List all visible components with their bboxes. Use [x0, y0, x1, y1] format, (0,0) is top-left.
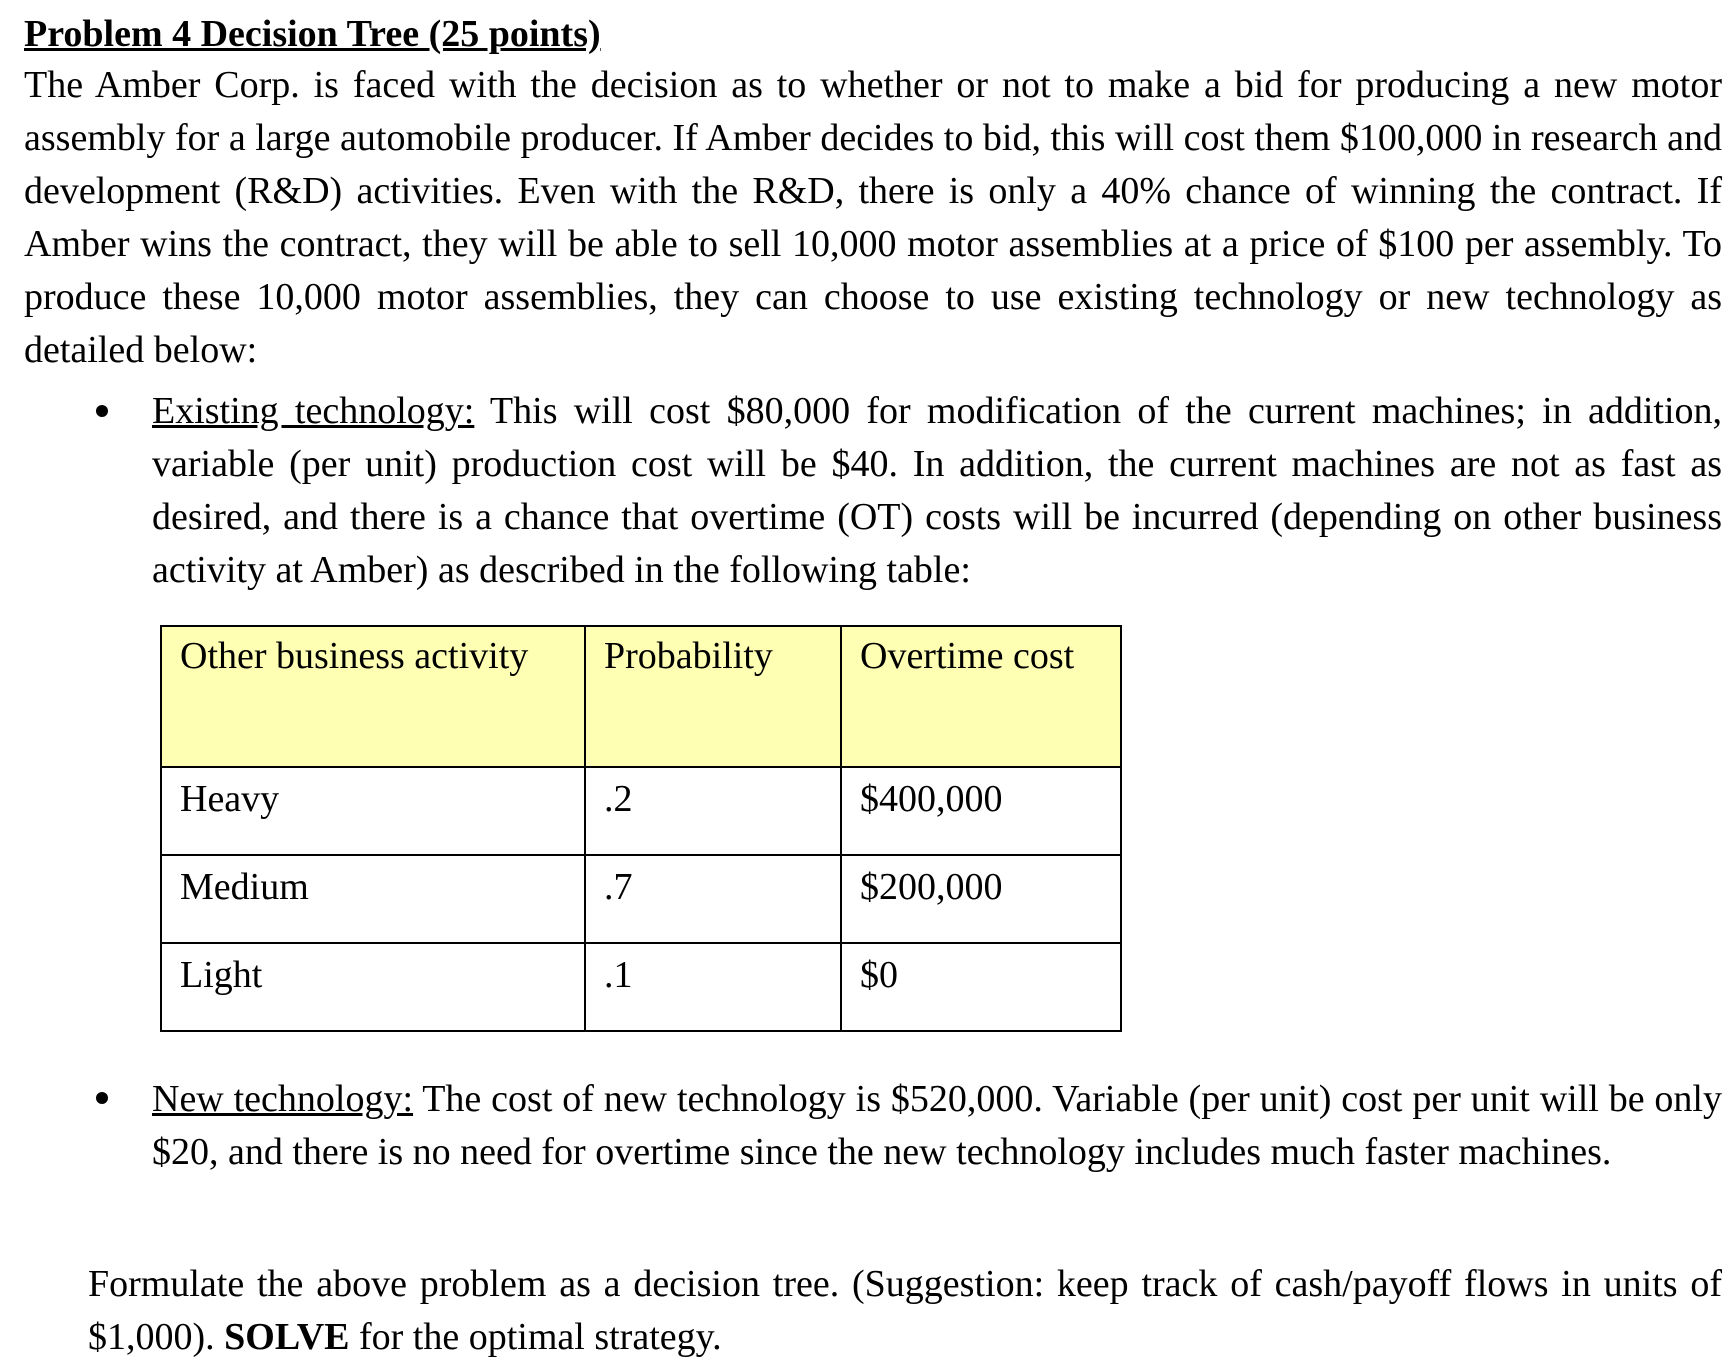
table-cell: .1: [585, 943, 841, 1031]
instruction-emphasis: SOLVE: [224, 1316, 350, 1358]
table-cell: Heavy: [161, 767, 585, 855]
bullet-body: The cost of new technology is $520,000. Variable (per unit) cost per unit will be only $20, and there is no need for overtime since the new technology includes much faster machines.: [152, 1078, 1722, 1173]
table-cell: .2: [585, 767, 841, 855]
instruction-text-end: for the optimal strategy.: [349, 1316, 722, 1358]
table-row: [161, 855, 1121, 943]
table-cell: $200,000: [841, 855, 1121, 943]
table-cell: Medium: [161, 855, 585, 943]
table-cell: .7: [585, 855, 841, 943]
table-header-cell: Overtime cost: [841, 626, 1121, 767]
bullet-icon: [96, 405, 108, 417]
bullet-new-technology: [152, 1073, 1722, 1179]
instruction-text: Formulate the above problem as a decision tree. (Suggestion: keep track of cash/payoff flows in units of $1,000).: [88, 1263, 1722, 1358]
bullet-icon: [96, 1092, 108, 1104]
table-cell: Light: [161, 943, 585, 1031]
overtime-table: [160, 625, 1122, 1032]
bullet-existing-technology: [152, 385, 1722, 597]
table-cell: $400,000: [841, 767, 1121, 855]
problem-title: Problem 4 Decision Tree (25 points): [24, 13, 601, 55]
table-row: [161, 767, 1121, 855]
table-header-cell: Probability: [585, 626, 841, 767]
table-row: [161, 943, 1121, 1031]
table-header-row: [161, 626, 1121, 767]
bullet-body: This will cost $80,000 for modification of the current machines; in addition, variable (per unit) production cost will be $40. In addition, the current machines are not as fast as desired, and there is a chance that overtime (OT) costs will be incurred (depending on other business activity at Amber) as described in the following table:: [152, 390, 1723, 591]
table-header-cell: Other business activity: [161, 626, 585, 767]
bullet-heading: New technology:: [152, 1078, 414, 1120]
bullet-heading: Existing technology:: [152, 390, 475, 432]
instruction-paragraph: [88, 1258, 1722, 1364]
intro-paragraph: The Amber Corp. is faced with the decision as to whether or not to make a bid for producing a new motor assembly for a large automobile producer. If Amber decides to bid, this will cost them $100,000 in research and development (R&D) activities. Even with the R&D, there is only a 40% chance of winning the contract. If Amber wins the contract, they will be able to sell 10,000 motor assemblies at a price of $100 per assembly. To produce these 10,000 motor assemblies, they can choose to use existing technology or new technology as detailed below:: [24, 64, 1722, 371]
table-cell: $0: [841, 943, 1121, 1031]
